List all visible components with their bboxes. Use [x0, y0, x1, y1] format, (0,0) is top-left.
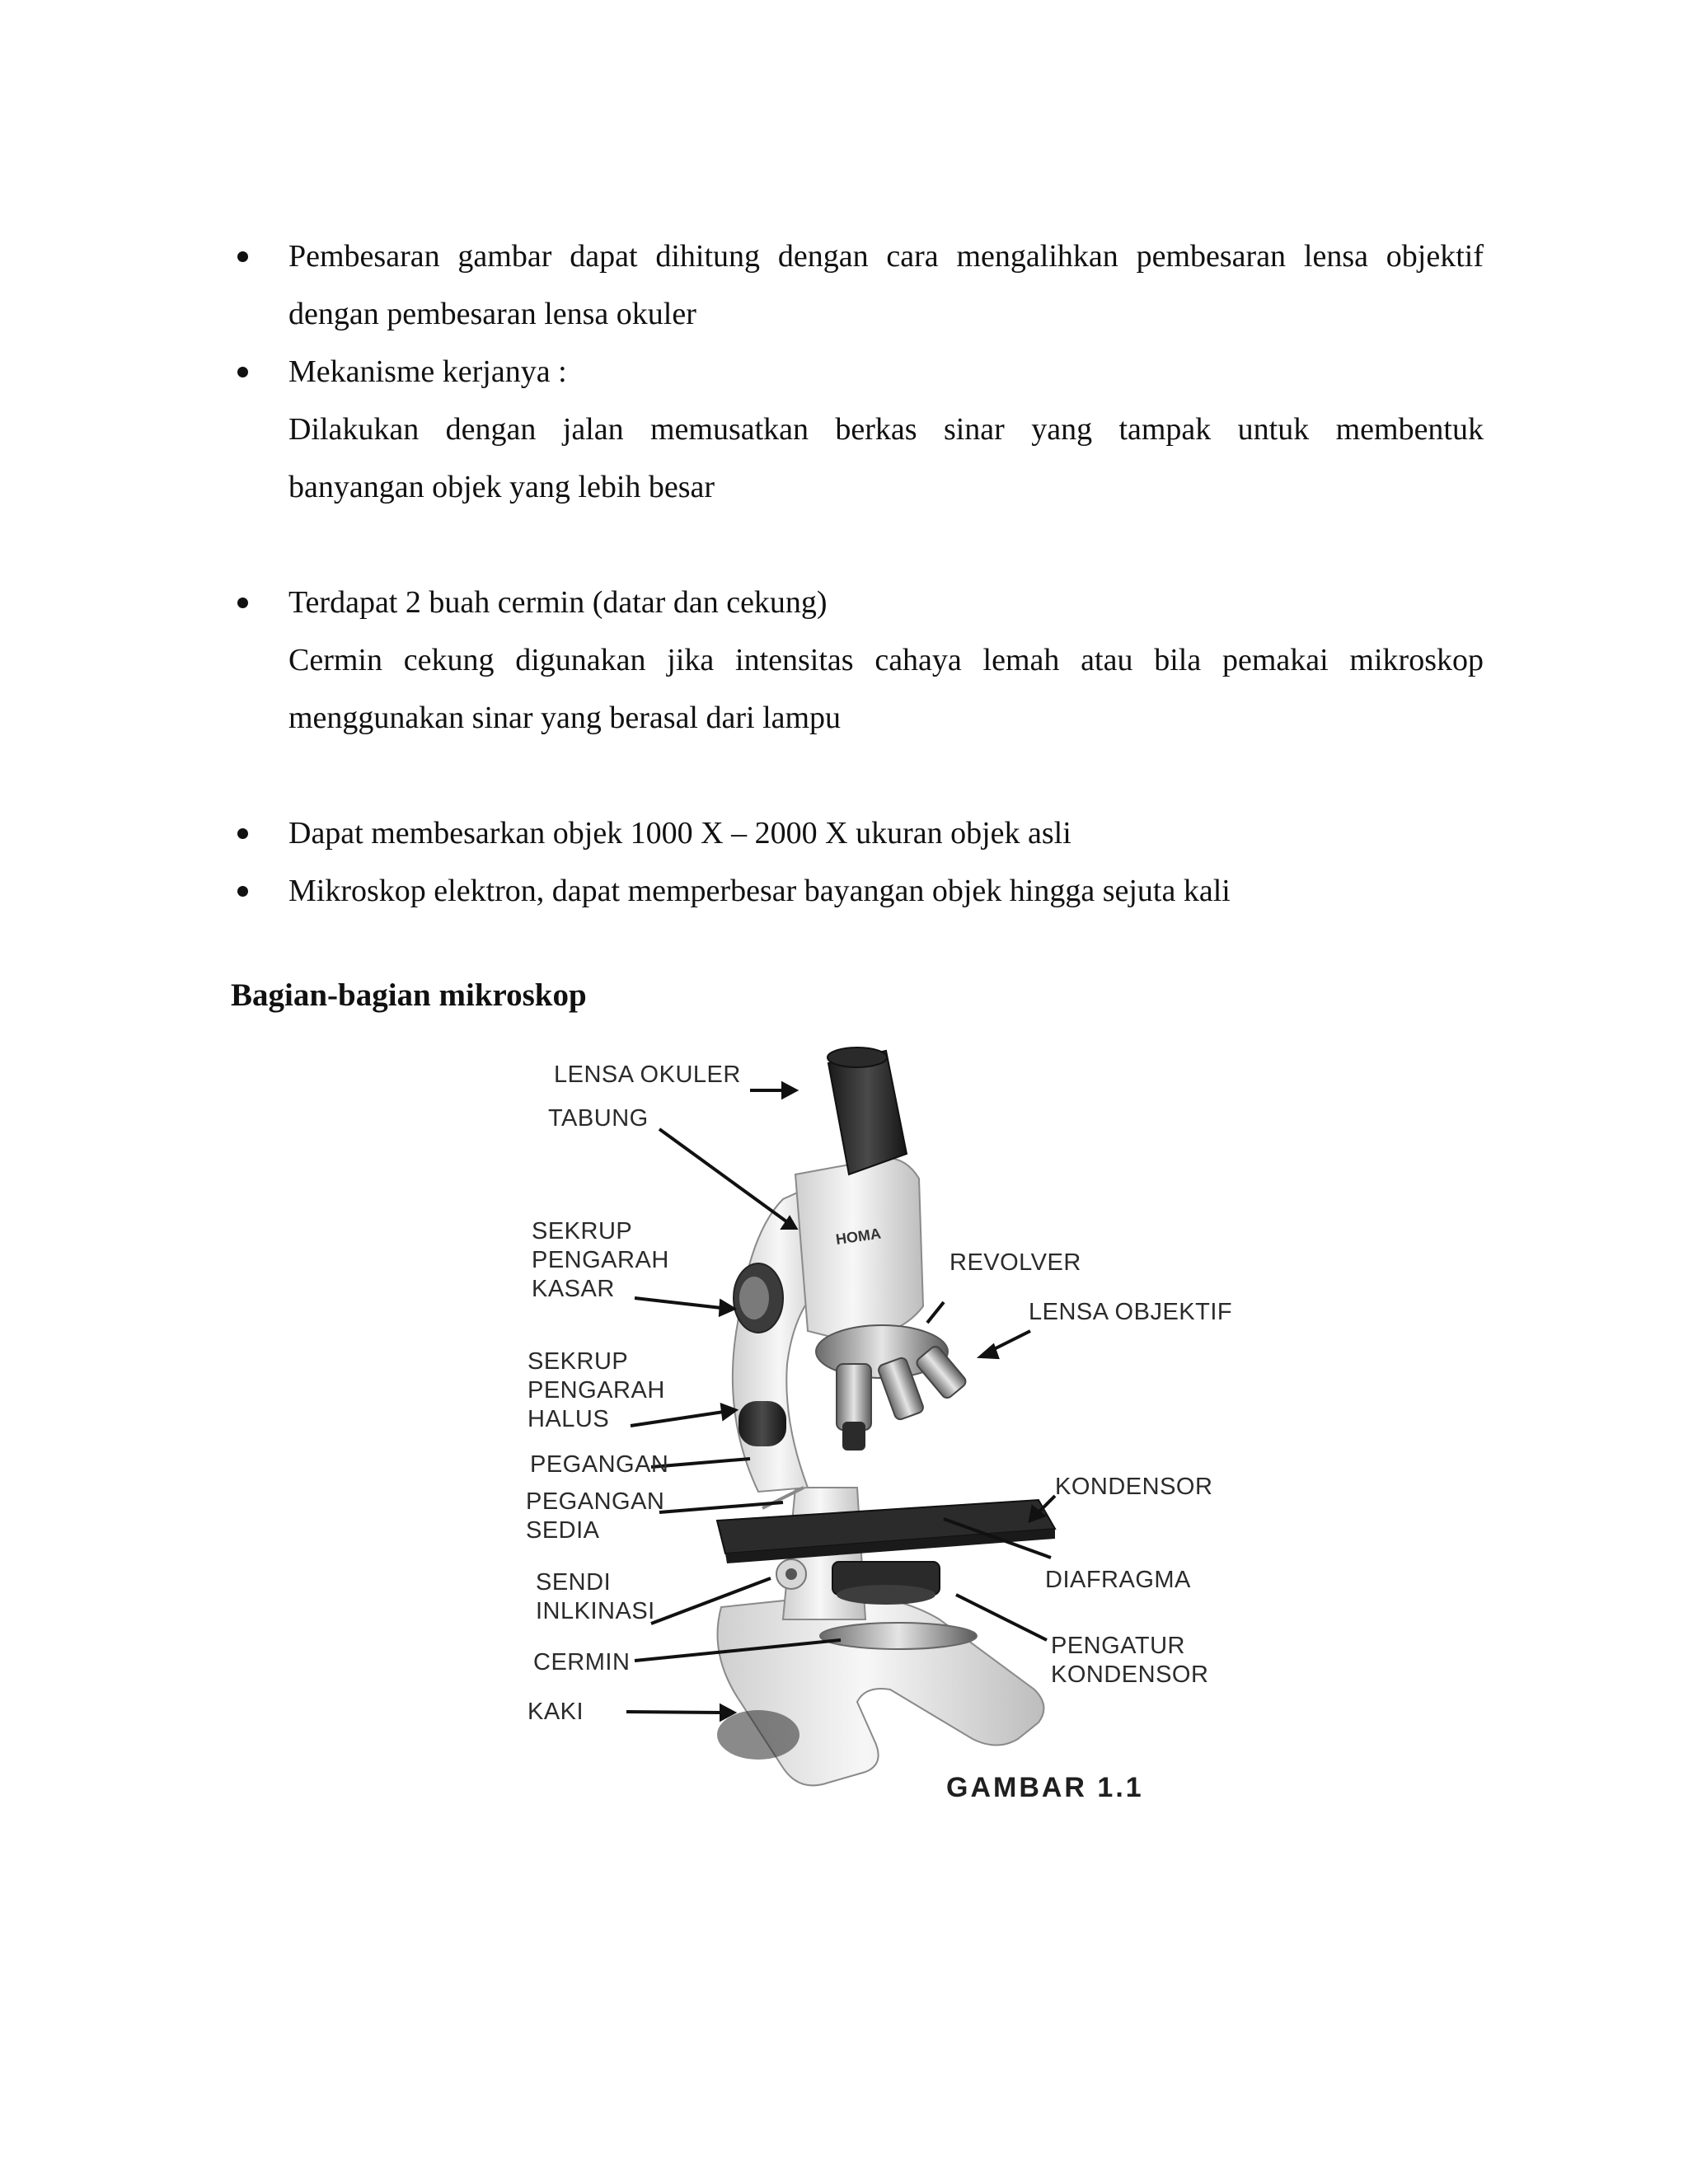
bullet-line: Terdapat 2 buah cermin (datar dan cekung)	[288, 585, 828, 620]
label-kondensor: KONDENSOR	[1055, 1474, 1213, 1500]
microscope-figure	[511, 1026, 1302, 1817]
fine-knob-shape	[738, 1401, 786, 1446]
figure-caption: GAMBAR 1.1	[946, 1772, 1144, 1803]
bullet-dot-icon	[237, 886, 248, 897]
bullet-item	[231, 804, 1484, 862]
brand-label: HOMA	[834, 1225, 883, 1248]
eyepiece-tube	[828, 1051, 907, 1174]
bullet-line: banyangan objek yang lebih besar	[288, 470, 715, 504]
bullet-item	[231, 227, 1484, 343]
bullet-dot-icon	[237, 251, 248, 262]
label-sendi-inklinasi: SENDI INLKINASI	[536, 1569, 655, 1624]
bullet-line: Pembesaran gambar dapat dihitung dengan cara mengalihkan pembesaran lensa objektif	[288, 239, 1484, 274]
mirror-shape	[820, 1623, 977, 1649]
bullet-dot-icon	[237, 598, 248, 608]
label-sekrup-halus: SEKRUP PENGARAH HALUS	[528, 1348, 665, 1432]
label-sekrup-kasar: SEKRUP PENGARAH KASAR	[532, 1218, 669, 1302]
microscope-head	[795, 1158, 923, 1339]
bullet-line: Mekanisme kerjanya :	[288, 354, 567, 389]
label-lensa-okuler: LENSA OKULER	[554, 1062, 741, 1088]
label-kaki: KAKI	[528, 1699, 584, 1725]
label-diafragma: DIAFRAGMA	[1045, 1567, 1191, 1593]
bullet-dot-icon	[237, 367, 248, 377]
label-cermin: CERMIN	[533, 1649, 631, 1675]
label-pengatur-kondensor: PENGATUR KONDENSOR	[1051, 1633, 1209, 1688]
bullet-item	[231, 862, 1484, 920]
bullet-line: Mikroskop elektron, dapat memperbesar bayangan objek hingga sejuta kali	[288, 874, 1231, 908]
section-heading: Bagian-bagian mikroskop	[231, 977, 587, 1013]
bullet-line: menggunakan sinar yang berasal dari lampu	[288, 701, 842, 735]
bullet-line: Dapat membesarkan objek 1000 X – 2000 X ukuran objek asli	[288, 816, 1071, 851]
label-pegangan-sedia: PEGANGAN SEDIA	[526, 1488, 665, 1544]
bullet-line: dengan pembesaran lensa okuler	[288, 297, 696, 331]
objective-lens	[837, 1364, 871, 1430]
bullet-dot-icon	[237, 828, 248, 839]
bullet-list	[231, 227, 1484, 920]
label-pegangan: PEGANGAN	[530, 1451, 669, 1478]
label-tabung: TABUNG	[548, 1105, 649, 1132]
label-lensa-objektif: LENSA OBJEKTIF	[1029, 1299, 1233, 1325]
bullet-item	[231, 574, 1484, 747]
bullet-item	[231, 343, 1484, 516]
bullet-line: Dilakukan dengan jalan memusatkan berkas sinar yang tampak untuk membentuk	[288, 412, 1484, 447]
label-revolver: REVOLVER	[950, 1249, 1081, 1276]
bullet-line: Cermin cekung digunakan jika intensitas cahaya lemah atau bila pemakai mikroskop	[288, 643, 1484, 677]
